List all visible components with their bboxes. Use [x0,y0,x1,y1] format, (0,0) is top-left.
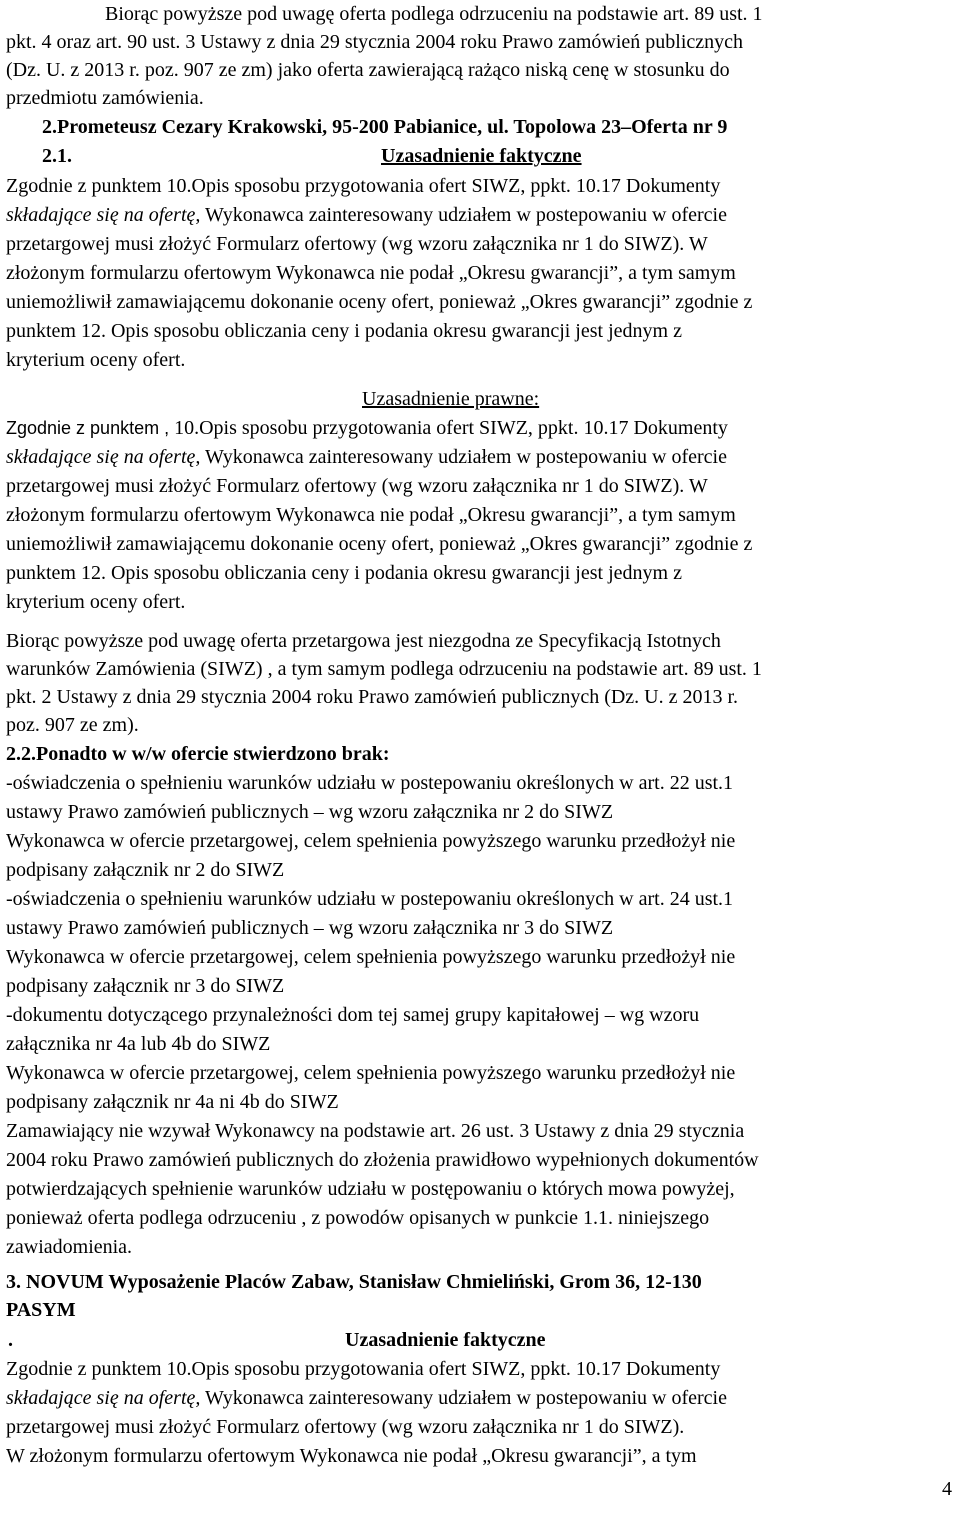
paragraph-line: uniemożliwił zamawiającemu dokonanie oceny ofert, ponieważ „Okres gwarancji” zgodnie z [6,291,753,313]
paragraph-line: przetargowej musi złożyć Formularz ofertowy (wg wzoru załącznika nr 1 do SIWZ). [6,1416,685,1438]
paragraph-line: W złożonym formularzu ofertowym Wykonawca nie podał „Okresu gwarancji”, a tym [6,1445,697,1467]
paragraph-line: złożonym formularzu ofertowym Wykonawca nie podał „Okresu gwarancji”, a tym samym [6,262,736,284]
list-item: potwierdzających spełnienie warunków udziału w postępowaniu o których mowa powyżej, [6,1178,735,1200]
list-item: Wykonawca w ofercie przetargowej, celem spełnienia powyższego warunku przedłożył nie [6,830,736,852]
italic-phrase: składające się na ofertę, [6,1387,201,1409]
paragraph-line: uniemożliwił zamawiającemu dokonanie oceny ofert, ponieważ „Okres gwarancji” zgodnie z [6,533,753,555]
paragraph-line: przetargowej musi złożyć Formularz ofertowy (wg wzoru załącznika nr 1 do SIWZ). W [6,233,708,255]
section-heading: 2.2.Ponadto w w/w ofercie stwierdzono brak: [6,743,390,765]
paragraph-line: warunków Zamówienia (SIWZ) , a tym samym podlega odrzuceniu na podstawie art. 89 ust. 1 [6,658,762,680]
list-item: Zamawiający nie wzywał Wykonawcy na podstawie art. 26 ust. 3 Ustawy z dnia 29 stycznia [6,1120,745,1142]
paragraph-line: przetargowej musi złożyć Formularz ofertowy (wg wzoru załącznika nr 1 do SIWZ). W [6,475,708,497]
section-title: Uzasadnienie faktyczne [381,145,582,167]
list-item: ponieważ oferta podlega odrzuceniu , z powodów opisanych w punkcie 1.1. niniejszego [6,1207,710,1229]
list-item: podpisany załącznik nr 4a ni 4b do SIWZ [6,1091,339,1113]
paragraph-line: Biorąc powyższe pod uwagę oferta przetargowa jest niezgodna ze Specyfikacją Istotnych [6,630,721,652]
italic-phrase: składające się na ofertę, [6,204,201,226]
italic-phrase: składające się na ofertę, [6,446,201,468]
section-heading: PASYM [6,1299,76,1321]
paragraph-line: Zgodnie z punktem 10.Opis sposobu przygotowania ofert SIWZ, ppkt. 10.17 Dokumenty [6,175,721,197]
list-item: 2004 roku Prawo zamówień publicznych do złożenia prawidłowo wypełnionych dokumentów [6,1149,759,1171]
section-dot: . [8,1329,13,1351]
paragraph-line: Zgodnie z punktem 10.Opis sposobu przygotowania ofert SIWZ, ppkt. 10.17 Dokumenty [6,1358,721,1380]
paragraph-line [6,443,727,471]
list-item: ustawy Prawo zamówień publicznych – wg wzoru załącznika nr 3 do SIWZ [6,917,614,939]
list-item: podpisany załącznik nr 2 do SIWZ [6,859,285,881]
text-span: Zgodnie z punktem , [6,418,170,438]
paragraph-line: przedmiotu zamówienia. [6,87,204,109]
paragraph-line: Biorąc powyższe pod uwagę oferta podlega odrzuceniu na podstawie art. 89 ust. 1 [105,3,763,25]
list-item: -oświadczenia o spełnieniu warunków udziału w postepowaniu określonych w art. 22 ust.1 [6,772,734,794]
paragraph-line: pkt. 2 Ustawy z dnia 29 stycznia 2004 roku Prawo zamówień publicznych (Dz. U. z 2013 r. [6,686,739,708]
paragraph-line: pkt. 4 oraz art. 90 ust. 3 Ustawy z dnia 29 stycznia 2004 roku Prawo zamówień publicznych [6,31,744,53]
list-item: -oświadczenia o spełnieniu warunków udziału w postepowaniu określonych w art. 24 ust.1 [6,888,734,910]
list-item: ustawy Prawo zamówień publicznych – wg wzoru załącznika nr 2 do SIWZ [6,801,614,823]
paragraph-line: kryterium oceny ofert. [6,591,186,613]
section-heading: 3. NOVUM Wyposażenie Placów Zabaw, Stanisław Chmieliński, Grom 36, 12-130 [6,1271,702,1293]
legal-title: Uzasadnienie prawne: [362,388,540,410]
text-span: Wykonawca zainteresowany udziałem w postepowaniu w ofercie [200,204,727,226]
paragraph-line: (Dz. U. z 2013 r. poz. 907 ze zm) jako oferta zawierającą rażąco niską cenę w stosunku do [6,59,730,81]
section-number: 2.1. [42,145,72,167]
page-number: 4 [942,1478,952,1500]
paragraph-line [6,201,727,229]
paragraph-line [6,414,728,442]
text-span: 10.Opis sposobu przygotowania ofert SIWZ, ppkt. 10.17 Dokumenty [169,417,728,439]
text-span: Wykonawca zainteresowany udziałem w postepowaniu w ofercie [200,1387,727,1409]
paragraph-line: poz. 907 ze zm). [6,714,139,736]
paragraph-line [6,1384,727,1412]
text-span: Wykonawca zainteresowany udziałem w postepowaniu w ofercie [200,446,727,468]
list-item: załącznika nr 4a lub 4b do SIWZ [6,1033,271,1055]
list-item: Wykonawca w ofercie przetargowej, celem spełnienia powyższego warunku przedłożył nie [6,946,736,968]
paragraph-line: kryterium oceny ofert. [6,349,186,371]
list-item: podpisany załącznik nr 3 do SIWZ [6,975,285,997]
list-item: Wykonawca w ofercie przetargowej, celem spełnienia powyższego warunku przedłożył nie [6,1062,736,1084]
list-item: -dokumentu dotyczącego przynależności dom tej samej grupy kapitałowej – wg wzoru [6,1004,700,1026]
paragraph-line: złożonym formularzu ofertowym Wykonawca nie podał „Okresu gwarancji”, a tym samym [6,504,736,526]
paragraph-line: punktem 12. Opis sposobu obliczania ceny i podania okresu gwarancji jest jednym z [6,562,682,584]
section-title: Uzasadnienie faktyczne [345,1329,546,1351]
paragraph-line: punktem 12. Opis sposobu obliczania ceny i podania okresu gwarancji jest jednym z [6,320,682,342]
section-heading: 2.Prometeusz Cezary Krakowski, 95-200 Pabianice, ul. Topolowa 23–Oferta nr 9 [42,116,728,138]
list-item: zawiadomienia. [6,1236,133,1258]
